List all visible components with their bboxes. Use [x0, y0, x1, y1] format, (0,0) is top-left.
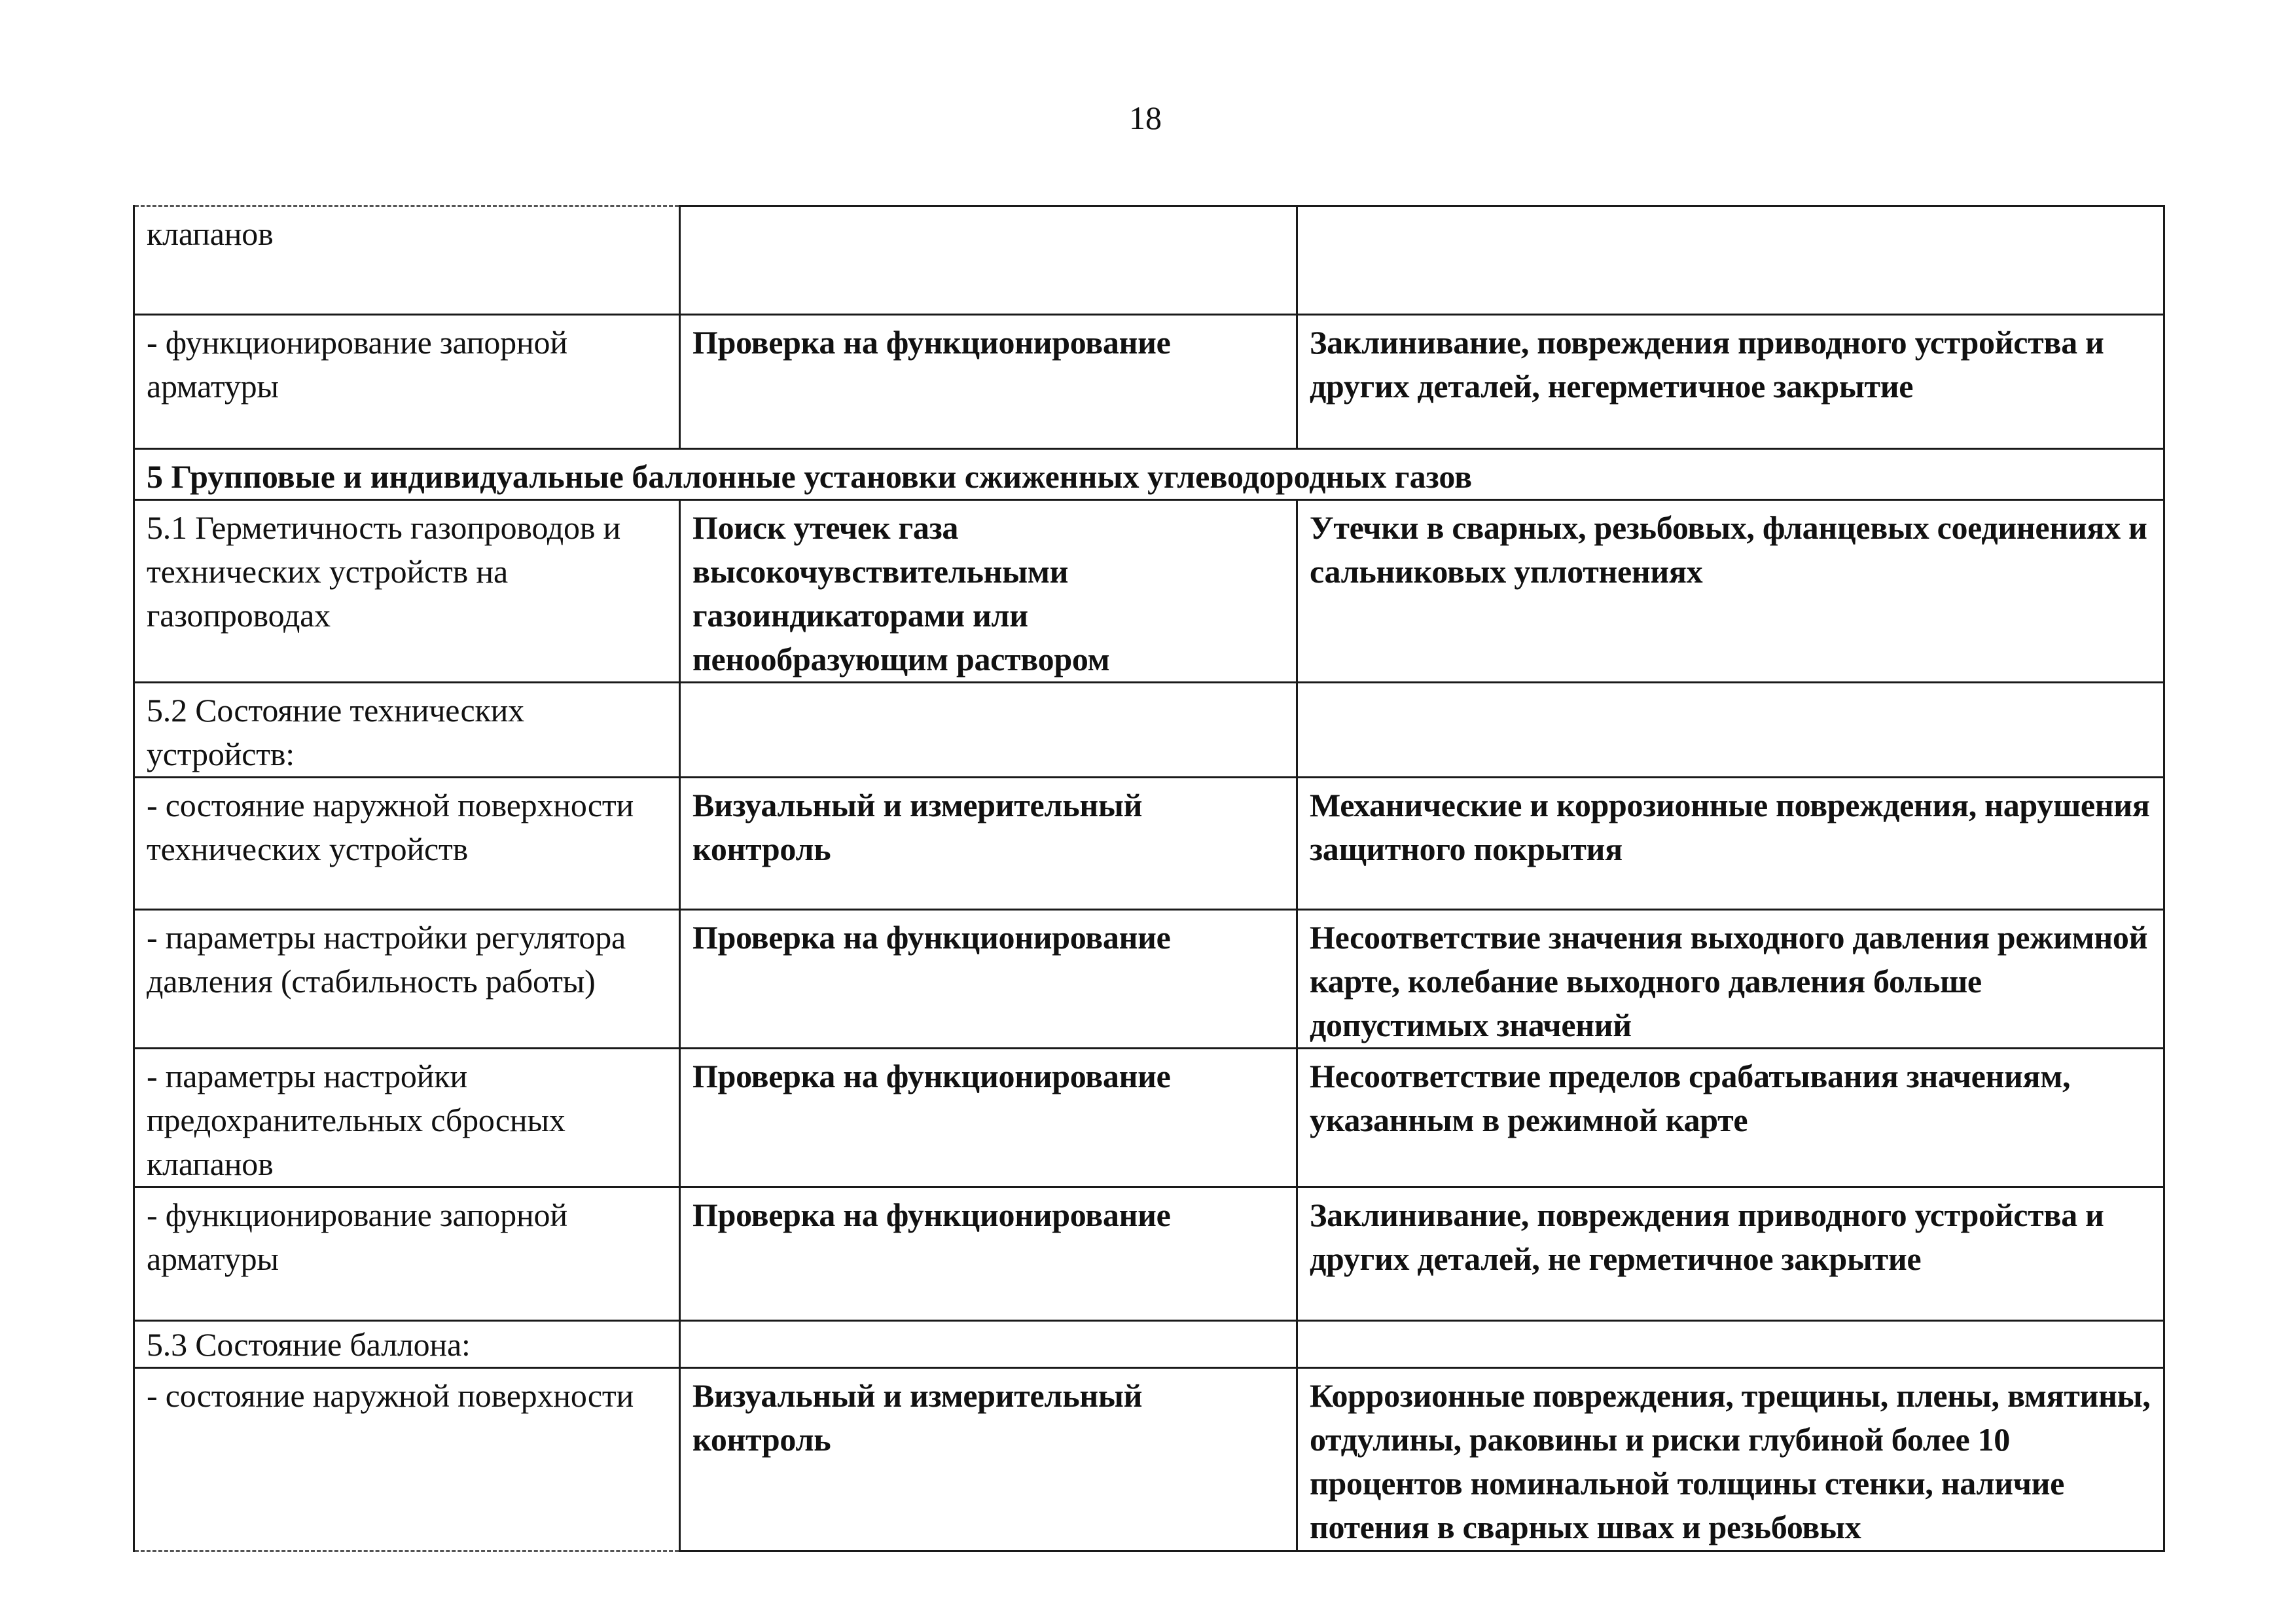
- table-cell-method: [680, 1321, 1297, 1368]
- table-cell-defects: [1297, 1321, 2164, 1368]
- page-number: 18: [1129, 99, 1162, 136]
- table-section-row: [134, 449, 2164, 500]
- table-cell-defects: Несоответствие пределов срабатывания значениям, указанным в режимной карте: [1297, 1049, 2164, 1187]
- table-cell-method: Проверка на функционирование: [680, 315, 1297, 449]
- table-cell-item: клапанов: [134, 206, 680, 315]
- table-cell-defects: Заклинивание, повреждения приводного устройства и других деталей, не герметичное закрытие: [1297, 1187, 2164, 1321]
- table-cell-defects: [1297, 683, 2164, 778]
- table-cell-method: Поиск утечек газа высокочувствительными газоиндикаторами или пенообразующим раствором: [680, 500, 1297, 683]
- table-row: [134, 206, 2164, 315]
- table-cell-method: Проверка на функционирование: [680, 1049, 1297, 1187]
- table-cell-method: [680, 206, 1297, 315]
- table-row: [134, 778, 2164, 910]
- table-cell-method: Проверка на функционирование: [680, 910, 1297, 1049]
- table-row: [134, 683, 2164, 778]
- table-cell-method: [680, 683, 1297, 778]
- section-heading: 5 Групповые и индивидуальные баллонные установки сжиженных углеводородных газов: [134, 449, 2164, 500]
- table-cell-item: - параметры настройки регулятора давления (стабильность работы): [134, 910, 680, 1049]
- table-row: [134, 315, 2164, 449]
- table-row: [134, 500, 2164, 683]
- table-cell-item: - состояние наружной поверхности: [134, 1368, 680, 1551]
- table-cell-item: - функционирование запорной арматуры: [134, 315, 680, 449]
- table-cell-item: 5.2 Состояние технических устройств:: [134, 683, 680, 778]
- table-cell-defects: Коррозионные повреждения, трещины, плены, вмятины, отдулины, раковины и риски глубиной более 10 процентов номинальной толщины стенки, наличие потения в сварных швах и резьбовых: [1297, 1368, 2164, 1551]
- table-cell-item: - параметры настройки предохранительных сбросных клапанов: [134, 1049, 680, 1187]
- table-cell-method: Визуальный и измерительный контроль: [680, 1368, 1297, 1551]
- table-cell-item: 5.3 Состояние баллона:: [134, 1321, 680, 1368]
- table-row: [134, 1321, 2164, 1368]
- table-cell-defects: [1297, 206, 2164, 315]
- table-cell-defects: Механические и коррозионные повреждения, нарушения защитного покрытия: [1297, 778, 2164, 910]
- table-cell-item: 5.1 Герметичность газопроводов и технических устройств на газопроводах: [134, 500, 680, 683]
- table-cell-method: Проверка на функционирование: [680, 1187, 1297, 1321]
- table-cell-item: - функционирование запорной арматуры: [134, 1187, 680, 1321]
- table-row: [134, 1368, 2164, 1551]
- table-cell-method: Визуальный и измерительный контроль: [680, 778, 1297, 910]
- table-cell-item: - состояние наружной поверхности технических устройств: [134, 778, 680, 910]
- table-row: [134, 1187, 2164, 1321]
- table-cell-defects: Заклинивание, повреждения приводного устройства и других деталей, негерметичное закрытие: [1297, 315, 2164, 449]
- table-row: [134, 910, 2164, 1049]
- table-cell-defects: Утечки в сварных, резьбовых, фланцевых соединениях и сальниковых уплотнениях: [1297, 500, 2164, 683]
- table-row: [134, 1049, 2164, 1187]
- inspection-table: [133, 205, 2165, 1552]
- table-cell-defects: Несоответствие значения выходного давления режимной карте, колебание выходного давления больше допустимых значений: [1297, 910, 2164, 1049]
